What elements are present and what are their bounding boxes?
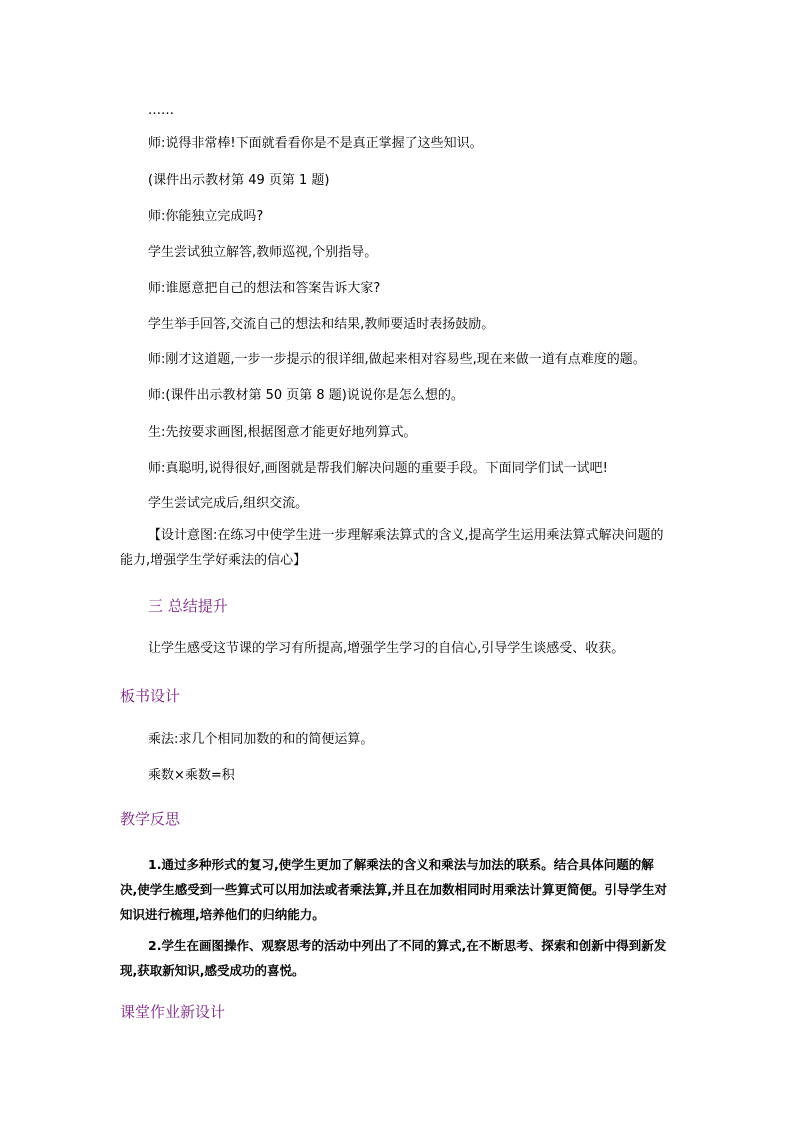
- section-heading-summary: 三 总结提升: [148, 597, 228, 615]
- design-intent-paragraph: 【设计意图:在练习中使学生进一步理解乘法算式的含义,提高学生运用乘法算式解决问题的能力,增强学生学好乘法的信心】: [120, 528, 664, 568]
- dialogue-line: 生:先按要求画图,根据图意才能更好地列算式。: [148, 425, 417, 440]
- dialogue-line: 师:说得非常棒!下面就看看你是不是真正掌握了这些知识。: [148, 136, 483, 151]
- reflection-heading: 教学反思: [120, 810, 181, 828]
- homework-heading: 课堂作业新设计: [120, 1003, 226, 1021]
- dialogue-line: 师:真聪明,说得很好,画图就是帮我们解决问题的重要手段。下面同学们试一试吧!: [148, 461, 608, 476]
- board-line-formula: 乘数×乘数=积: [148, 768, 235, 783]
- dialogue-line: 学生尝试完成后,组织交流。: [148, 496, 309, 511]
- dialogue-line: 师:(课件出示教材第 50 页第 8 题)说说你是怎么想的。: [148, 388, 464, 403]
- board-design-heading: 板书设计: [120, 687, 181, 705]
- dialogue-line: 学生尝试独立解答,教师巡视,个别指导。: [148, 245, 378, 260]
- reflection-paragraph-2: 2.学生在画图操作、观察思考的活动中列出了不同的算式,在不断思考、探索和创新中得到新发现,获取新知识,感受成功的喜悦。: [120, 938, 667, 978]
- ellipsis-text: ……: [148, 103, 174, 118]
- summary-text: 让学生感受这节课的学习有所提高,增强学生学习的自信心,引导学生谈感受、收获。: [148, 641, 625, 656]
- dialogue-line: 学生举手回答,交流自己的想法和结果,教师要适时表扬鼓励。: [148, 317, 495, 332]
- dialogue-line: 师:你能独立完成吗?: [148, 209, 264, 224]
- dialogue-line: 师:谁愿意把自己的想法和答案告诉大家?: [148, 281, 381, 296]
- dialogue-line: (课件出示教材第 49 页第 1 题): [148, 173, 330, 188]
- dialogue-line: 师:刚才这道题,一步一步提示的很详细,做起来相对容易些,现在来做一道有点难度的题。: [148, 352, 646, 367]
- board-line-definition: 乘法:求几个相同加数的和的简便运算。: [148, 732, 374, 747]
- reflection-paragraph-1: 1.通过多种形式的复习,使学生更加了解乘法的含义和乘法与加法的联系。结合具体问题的解决,使学生感受到一些算式可以用加法或者乘法算,并且在加数相同时用乘法计算更简便。引导学生对知识进行梳理,培养他们的归纳能力。: [120, 857, 667, 922]
